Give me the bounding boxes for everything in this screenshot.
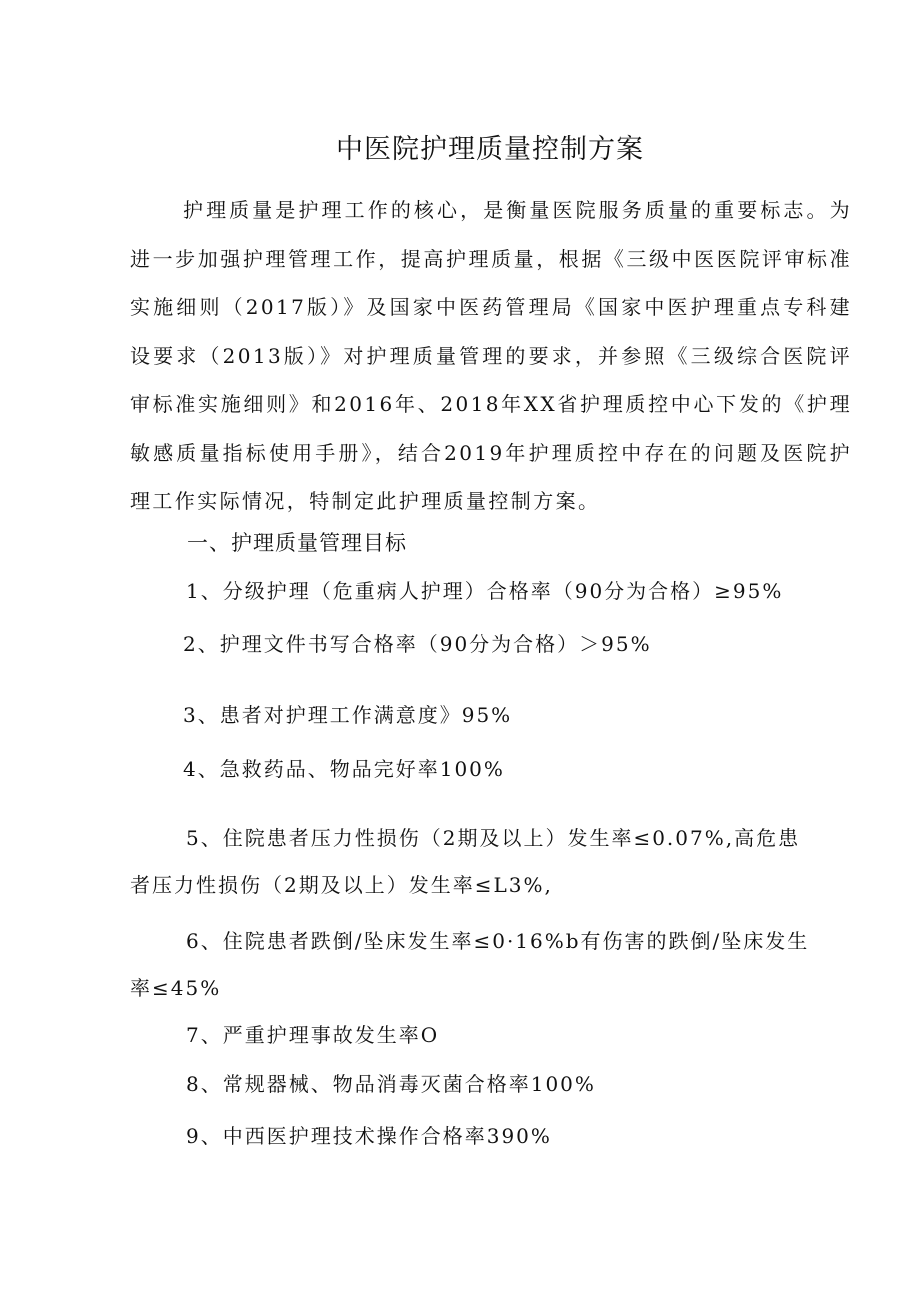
document-title: 中医院护理质量控制方案: [336, 134, 644, 165]
goal-item-7: 7、严重护理事故发生率O: [186, 1023, 440, 1047]
goal-item-9: 9、中西医护理技术操作合格率390%: [186, 1124, 552, 1148]
goal-item-1: 1、分级护理（危重病人护理）合格率（90分为合格）≥95%: [186, 579, 784, 603]
goal-item-6: 6、住院患者跌倒/坠床发生率≤0·16%b有伤害的跌倒/坠床发生率≤45%: [130, 929, 810, 1000]
goal-item-4: 4、急救药品、物品完好率100%: [183, 757, 505, 781]
goal-item-2: 2、护理文件书写合格率（90分为合格）＞95%: [183, 632, 652, 656]
goal-item-5: 5、住院患者压力性损伤（2期及以上）发生率≤0.07%,高危患者压力性损伤（2期及以上）发生率≤L3%,: [130, 826, 801, 897]
section-heading: 一、护理质量管理目标: [187, 531, 407, 555]
goal-item-3: 3、患者对护理工作满意度》95%: [183, 703, 513, 727]
intro-paragraph: 护理质量是护理工作的核心，是衡量医院服务质量的重要标志。为进一步加强护理管理工作，提高护理质量，根据《三级中医医院评审标准实施细则（2017版）》及国家中医药管理局《国家中医护理重点专科建设要求（2013版）》对护理质量管理的要求，并参照《三级综合医院评审标准实施细则》和2016年、2018年XX省护理质控中心下发的《护理敏感质量指标使用手册》，结合2019年护理质控中存在的问题及医院护理工作实际情况，特制定此护理质量控制方案。: [130, 198, 852, 513]
goal-item-8: 8、常规器械、物品消毒灭菌合格率100%: [186, 1072, 596, 1096]
